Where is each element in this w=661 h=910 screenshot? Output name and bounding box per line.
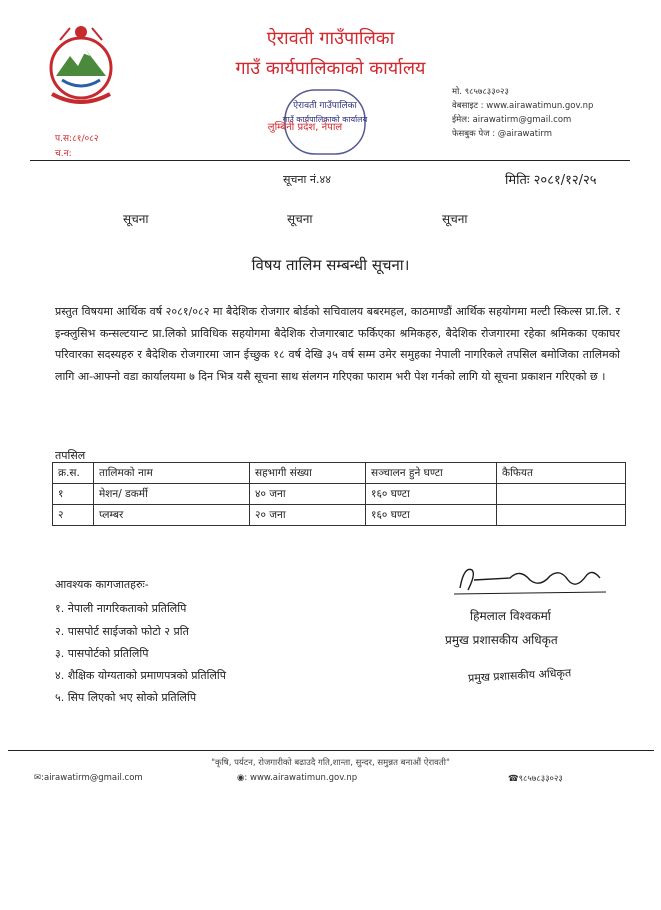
cell-hours: १६० घण्टा: [366, 484, 497, 505]
cell-serial: २: [53, 505, 94, 526]
officer-stamp: प्रमुख प्रशासकीय अधिकृत: [467, 666, 572, 685]
cell-participants: २० जना: [250, 505, 366, 526]
stamp-line-3: लुम्बिनी प्रदेश, नेपाल: [267, 122, 343, 133]
col-training-name: तालिमको नाम: [94, 463, 250, 484]
contact-website: वेबसाइट : www.airawatimun.gov.np: [452, 101, 594, 111]
email-icon: ✉: [34, 773, 42, 783]
footer-phone: [508, 773, 563, 784]
notice-date: मितिः २०८१/१२/२५: [505, 173, 597, 188]
footer-website-text: : www.airawatimun.gov.np: [244, 773, 358, 783]
footer-phone-text: ९८५७८३३०२३: [518, 774, 563, 784]
col-remarks: कैफियत: [497, 463, 626, 484]
cell-remarks: [497, 505, 626, 526]
document-item: ३. पासपोर्टको प्रतिलिपि: [55, 647, 149, 660]
stamp-line-1: ऐरावती गाउँपालिका: [293, 101, 357, 111]
office-subtitle: गाउँ कार्यपालिकाको कार्यालय: [235, 58, 426, 79]
contact-facebook: फेसबुक पेज : @airawatirm: [452, 129, 553, 139]
footer-website: [237, 773, 357, 783]
notice-word-left: सूचना: [123, 212, 149, 226]
stamp-line-2: गाउँ कार्यपालिकाको कार्यालय: [282, 115, 368, 124]
reference-number: प.स:८१/०८२: [55, 134, 99, 144]
cell-participants: ४० जना: [250, 484, 366, 505]
dispatch-number: च.न:: [55, 149, 72, 159]
details-heading: तपसिल: [55, 449, 86, 462]
contact-phone: मो. ९८५७८३३०२३: [452, 87, 509, 97]
footer-slogan: "कृषि, पर्यटन, रोजगारीको बढाउदै गति,शान्ता, सुन्दर, समुन्नत बनाऔं ऐरावती": [211, 758, 450, 768]
signature-image: [450, 558, 610, 600]
notice-word-center: सूचना: [287, 212, 313, 226]
officer-title: प्रमुख प्रशासकीय अधिकृत: [445, 633, 558, 647]
notice-body: प्रस्तुत विषयमा आर्थिक वर्ष २०८१/०८२ मा बैदेशिक रोजगार बोर्डको सचिवालय बबरमहल, काठमाण्डौं आर्थिक सहयोगमा मल्टी स्किल्स प्रा.लि. र इन्क्लुसिभ कन्सल्टयान्ट प्रा.लिको प्राविधिक सहयोगमा बैदेशिक रोजगारबाट फर्किएका श्रमिकहरु, बैदेशिक रोजगारमा रहेका श्रमिकका एकाघर परिवारका सदस्यहरु र बैदेशिक रोजगारमा जान ईच्छुक १८ वर्ष देखि ३५ वर्ष सम्म उमेर समुहका नेपाली नागरिकले तपसिल बमोजिका तालिमको लागि आ-आफ्नो वडा कार्यालयमा ७ दिन भित्र यसै सूचना साथ संलगन गरिएका फाराम भरी पेश गर्नको लागि यो सूचना प्रकाशन गरिएको छ ।: [55, 305, 620, 383]
training-table: [52, 462, 626, 526]
phone-icon: ☎: [508, 774, 519, 784]
footer-divider: [8, 750, 654, 751]
cell-training-name: मेशन/ डकर्मी: [94, 484, 250, 505]
table-header-row: [53, 463, 626, 484]
required-documents-title: आवश्यक कागजातहरुः-: [55, 578, 149, 591]
cell-training-name: प्लम्बर: [94, 505, 250, 526]
col-serial: क्र.स.: [53, 463, 94, 484]
header-divider: [30, 160, 630, 161]
footer-email: [34, 773, 143, 783]
cell-remarks: [497, 484, 626, 505]
globe-icon: ◉: [237, 773, 245, 783]
footer-email-text: :airawatirm@gmail.com: [41, 773, 143, 783]
table-row: [53, 505, 626, 526]
col-participants: सहभागी संख्या: [250, 463, 366, 484]
document-item: १. नेपाली नागरिकताको प्रतिलिपि: [55, 602, 187, 615]
notice-word-right: सूचना: [442, 212, 468, 226]
table-row: [53, 484, 626, 505]
office-title: ऐरावती गाउँपालिका: [266, 28, 395, 49]
office-stamp: [245, 88, 395, 160]
document-item: २. पासपोर्ट साईजको फोटो २ प्रति: [55, 625, 189, 638]
officer-name: हिमलाल विश्वकर्मा: [470, 609, 551, 623]
notice-subject: विषय तालिम सम्बन्धी सूचना।: [251, 256, 410, 274]
notice-number: सूचना नं.४४: [283, 173, 331, 186]
contact-email: ईमेल: airawatirm@gmail.com: [452, 115, 572, 125]
document-item: ५. सिप लिएको भए सोको प्रतिलिपि: [55, 691, 197, 704]
cell-serial: १: [53, 484, 94, 505]
document-item: ४. शैक्षिक योग्यताको प्रमाणपत्रको प्रतिलिपि: [55, 669, 227, 682]
cell-hours: १६० घण्टा: [366, 505, 497, 526]
col-hours: सञ्चालन हुने घण्टा: [366, 463, 497, 484]
